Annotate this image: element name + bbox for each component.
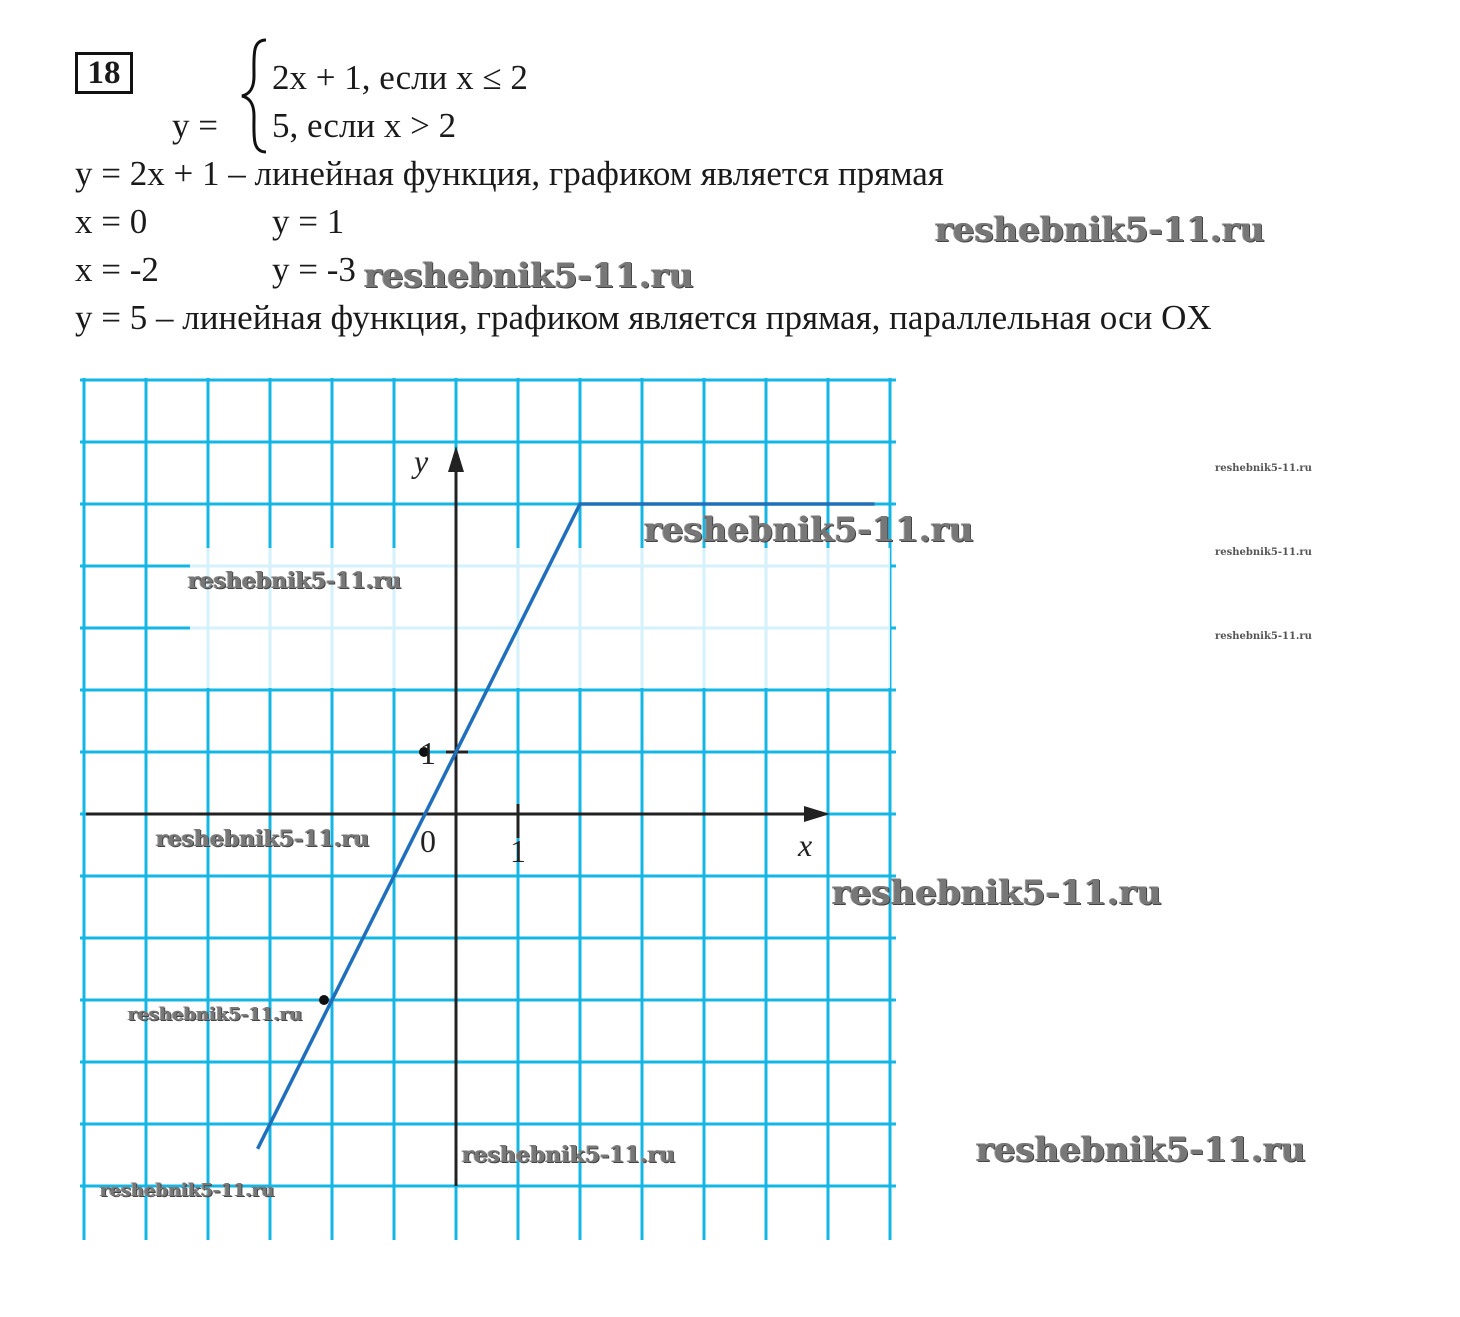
table-row-1-y: y = 1 xyxy=(272,202,345,241)
watermark: reshebnik5-11.ru xyxy=(1215,547,1312,558)
watermark: reshebnik5-11.ru xyxy=(832,873,1162,913)
y-tick-label: 1 xyxy=(420,735,436,771)
watermark: reshebnik5-11.ru xyxy=(935,210,1265,250)
case-2: 5, если x > 2 xyxy=(272,106,457,145)
data-point xyxy=(319,995,329,1005)
watermark: reshebnik5-11.ru xyxy=(364,256,694,296)
watermark: reshebnik5-11.ru xyxy=(1215,463,1312,474)
x-tick-label: 1 xyxy=(510,833,526,869)
y-axis-label: y xyxy=(414,443,429,479)
origin-label: 0 xyxy=(420,823,436,859)
watermark: reshebnik5-11.ru xyxy=(128,1004,303,1025)
problem-number: 18 xyxy=(75,52,133,94)
watermark: reshebnik5-11.ru xyxy=(100,1180,275,1201)
x-axis-label: x xyxy=(798,827,813,863)
watermark: reshebnik5-11.ru xyxy=(156,826,370,852)
statement-line-2: y = 5 – линейная функция, графиком является прямая, параллельная оси OX xyxy=(75,298,1212,337)
table-row-2-y: y = -3 xyxy=(272,250,356,289)
watermark: reshebnik5-11.ru xyxy=(1215,631,1312,642)
watermark: reshebnik5-11.ru xyxy=(188,568,402,594)
table-row-1-x: x = 0 xyxy=(75,202,148,241)
watermark: reshebnik5-11.ru xyxy=(462,1142,676,1168)
case-1: 2x + 1, если x ≤ 2 xyxy=(272,58,528,97)
y-axis-arrow-icon xyxy=(448,446,464,472)
watermark: reshebnik5-11.ru xyxy=(976,1130,1306,1170)
x-axis-arrow-icon xyxy=(804,806,830,822)
statement-line-1: y = 2x + 1 – линейная функция, графиком является прямая xyxy=(75,154,944,193)
grid xyxy=(80,378,896,1240)
y-prefix: y = xyxy=(172,106,218,145)
table-row-2-x: x = -2 xyxy=(75,250,159,289)
watermark: reshebnik5-11.ru xyxy=(644,510,974,550)
